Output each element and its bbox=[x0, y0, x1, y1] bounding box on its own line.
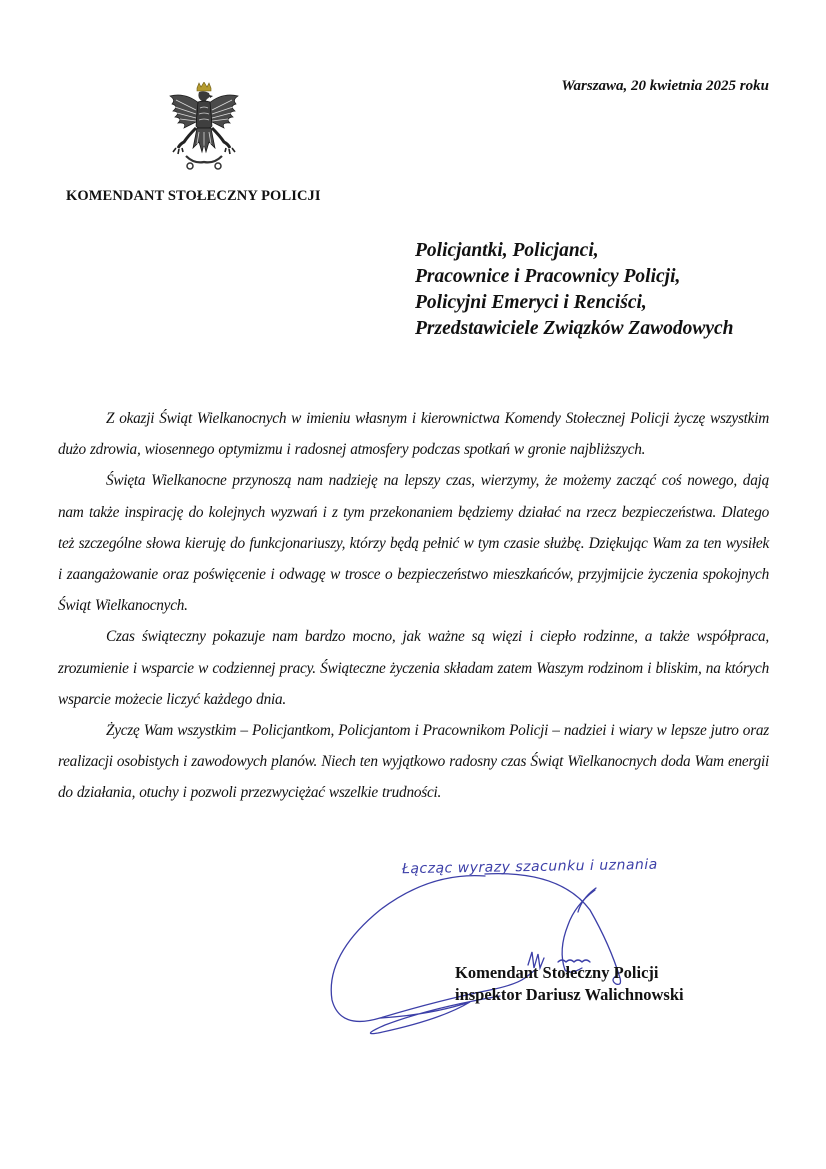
letter-body bbox=[58, 403, 769, 809]
dateline: Warszawa, 20 kwietnia 2025 roku bbox=[561, 78, 769, 94]
signer-name: inspektor Dariusz Walichnowski bbox=[455, 985, 684, 1004]
addressee-block bbox=[415, 238, 733, 342]
signer-block bbox=[455, 962, 684, 1006]
addressee-line: Przedstawiciele Związków Zawodowych bbox=[415, 318, 734, 339]
body-paragraph: Święta Wielkanocne przynoszą nam nadzieję na lepszy czas, wierzymy, że możemy zacząć coś nowego, dają nam także inspirację do kolejnych wyzwań i z tym przekonaniem będziemy działać na rzecz bezpieczeństwa. Dlatego też szczególne słowa kieruję do funkcjonariuszy, którzy będą pełnić w tym czasie służbę. Dziękując Wam za ten wysiłek i zaangażowanie oraz poświęcenie i odwagę w trosce o bezpieczeństwo mieszkańców, przyjmijcie życzenia spokojnych Świąt Wielkanocnych. bbox=[58, 472, 769, 615]
addressee-line: Pracownice i Pracownicy Policji, bbox=[415, 266, 681, 287]
polish-eagle-emblem-icon bbox=[166, 82, 242, 174]
handwritten-closing: Łącząc wyrazy szacunku i uznania bbox=[401, 856, 658, 878]
issuer-heading: KOMENDANT STOŁECZNY POLICJI bbox=[66, 188, 321, 204]
addressee-line: Policyjni Emeryci i Renciści, bbox=[415, 292, 647, 313]
body-paragraph: Z okazji Świąt Wielkanocnych w imieniu własnym i kierownictwa Komendy Stołecznej Policji życzę wszystkim dużo zdrowia, wiosennego optymizmu i radosnej atmosfery podczas spotkań w gronie najbliższych. bbox=[58, 410, 769, 459]
body-paragraph: Życzę Wam wszystkim – Policjantkom, Policjantom i Pracownikom Policji – nadziei i wiary w lepsze jutro oraz realizacji osobistych i zawodowych planów. Niech ten wyjątkowo radosny czas Świąt Wielkanocnych doda Wam energii do działania, otuchy i pozwoli przezwyciężać wszelkie trudności. bbox=[58, 722, 769, 802]
signer-title: Komendant Stołeczny Policji bbox=[455, 963, 659, 982]
body-paragraph: Czas świąteczny pokazuje nam bardzo mocno, jak ważne są więzi i ciepło rodzinne, a także współpraca, zrozumienie i wsparcie w codziennej pracy. Świąteczne życzenia składam zatem Waszym rodzinom i bliskim, na których wsparcie możecie liczyć każdego dnia. bbox=[58, 628, 769, 708]
addressee-line: Policjantki, Policjanci, bbox=[415, 240, 599, 261]
handwritten-signature-icon bbox=[320, 850, 760, 1050]
